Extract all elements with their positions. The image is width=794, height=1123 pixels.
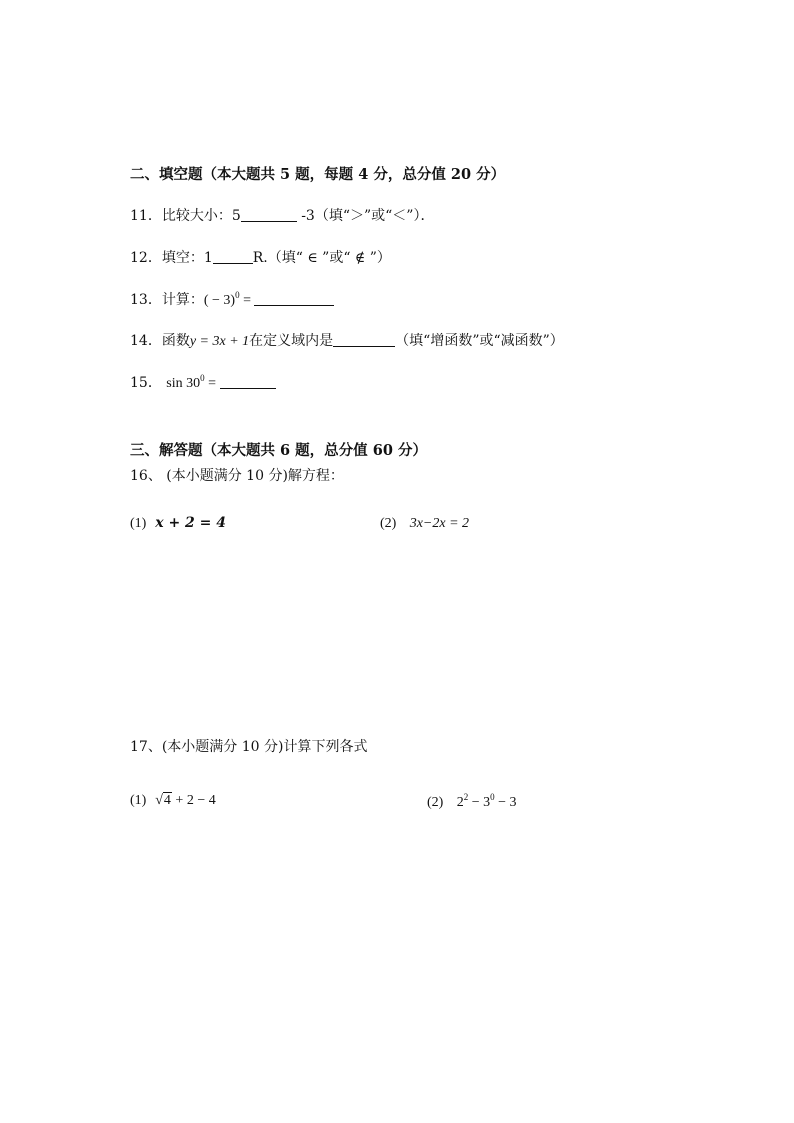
question-16-part-2-label: (2) — [380, 516, 397, 531]
question-13-expr-base: ( − 3) — [203, 293, 236, 308]
section-2-title: 二、填空题（本大题共 5 题，每题 4 分，总分值 20 分） — [130, 166, 506, 183]
question-13-expr-equals: = — [239, 293, 255, 308]
question-12-text-a: 填空：1 — [161, 250, 213, 266]
question-15-expr-exponent: 0 — [200, 373, 205, 383]
question-13-number: 13． — [130, 292, 162, 308]
question-17-part-1-label: (1) — [130, 793, 147, 808]
question-17-part-1-radicand: 4 — [163, 793, 171, 808]
question-11-number: 11． — [130, 208, 162, 224]
question-12-text-b: R.（填“ ∈ ”或“ ∉ ”） — [252, 250, 391, 266]
question-17-part-2-exp1: 2 — [463, 792, 469, 802]
answer-blank-13[interactable] — [254, 291, 334, 306]
question-11-text-a: 比较大小：5 — [161, 208, 241, 224]
question-12-number: 12． — [130, 250, 162, 266]
question-16-part-2 — [380, 515, 469, 532]
question-14 — [130, 330, 564, 350]
question-17-part-1 — [130, 792, 216, 809]
radical-sign-icon: √ — [155, 793, 163, 808]
answer-blank-12[interactable] — [213, 249, 253, 264]
question-17-part-1-rest: + 2 − 4 — [171, 793, 216, 808]
question-13-text-a: 计算： — [161, 292, 204, 308]
question-11-text-b: -3（填“＞”或“＜”）． — [296, 208, 435, 224]
question-17-part-2-label: (2) — [427, 795, 444, 810]
question-15 — [130, 372, 276, 392]
answer-blank-14[interactable] — [333, 332, 395, 347]
answer-blank-15[interactable] — [220, 374, 276, 389]
question-16-part-2-expr: 3x−2x = 2 — [409, 516, 470, 531]
question-17-part-2-exp2: 0 — [490, 792, 495, 802]
question-15-expr-equals: = — [204, 376, 220, 391]
question-17-part-2-end: − 3 — [494, 795, 517, 810]
question-16-part-1 — [130, 515, 226, 532]
question-14-text-c: （填“增函数”或“减函数”） — [395, 333, 564, 349]
question-17-part-2-base1: 2 — [456, 795, 464, 810]
question-16-part-1-label: (1) — [130, 516, 147, 531]
question-15-number: 15． — [130, 375, 162, 391]
square-root-expr — [155, 793, 172, 809]
question-16-part-1-expr: x + 2 = 4 — [155, 515, 227, 531]
question-13-expr-exponent: 0 — [235, 290, 240, 300]
question-15-expr-base: sin 30 — [166, 376, 201, 391]
question-17-part-2 — [427, 792, 517, 811]
question-14-number: 14． — [130, 333, 162, 349]
question-11 — [130, 205, 434, 225]
section-3-title: 三、解答题（本大题共 6 题，总分值 60 分） — [130, 442, 427, 459]
question-17-heading: 17、(本小题满分 10 分)计算下列各式 — [130, 739, 368, 755]
question-13 — [130, 289, 334, 309]
answer-blank-11[interactable] — [241, 207, 297, 222]
question-14-function-expr: y = 3x + 1 — [189, 334, 250, 349]
question-12 — [130, 247, 391, 267]
question-14-text-a: 函数 — [161, 333, 190, 349]
question-14-text-b: 在定义域内是 — [249, 333, 334, 349]
question-16-heading: 16、 (本小题满分 10 分)解方程： — [130, 468, 344, 484]
question-17-part-2-mid: − 3 — [468, 795, 491, 810]
